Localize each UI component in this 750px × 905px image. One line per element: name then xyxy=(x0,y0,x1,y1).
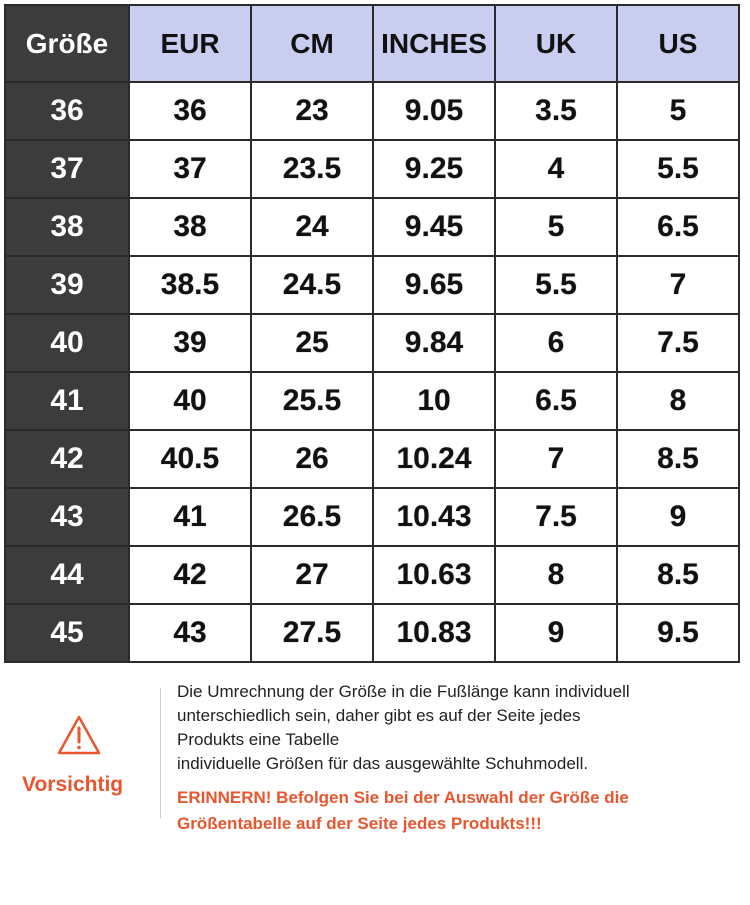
table-row xyxy=(5,372,739,430)
table-cell: 10.63 xyxy=(373,546,495,604)
table-row xyxy=(5,198,739,256)
table-cell: 40 xyxy=(129,372,251,430)
table-cell: 9.05 xyxy=(373,82,495,140)
table-cell: 24 xyxy=(251,198,373,256)
table-cell: 6 xyxy=(495,314,617,372)
table-cell: 3.5 xyxy=(495,82,617,140)
reminder-text xyxy=(177,785,742,837)
table-body xyxy=(5,82,739,662)
table-row xyxy=(5,430,739,488)
row-size-label: 36 xyxy=(5,82,129,140)
table-cell: 38.5 xyxy=(129,256,251,314)
row-size-label: 42 xyxy=(5,430,129,488)
table-cell: 10.24 xyxy=(373,430,495,488)
table-cell: 8 xyxy=(617,372,739,430)
notice-line: Produkts eine Tabelle xyxy=(177,730,340,749)
table-cell: 41 xyxy=(129,488,251,546)
table-cell: 4 xyxy=(495,140,617,198)
table-cell: 27.5 xyxy=(251,604,373,662)
table-row xyxy=(5,604,739,662)
row-size-label: 40 xyxy=(5,314,129,372)
header-cm: CM xyxy=(251,5,373,82)
table-cell: 10 xyxy=(373,372,495,430)
header-us: US xyxy=(617,5,739,82)
notice-line: Die Umrechnung der Größe in die Fußlänge kann individuell xyxy=(177,682,630,701)
table-cell: 40.5 xyxy=(129,430,251,488)
reminder-line: Größentabelle auf der Seite jedes Produkts!!! xyxy=(177,814,542,833)
table-cell: 24.5 xyxy=(251,256,373,314)
row-size-label: 45 xyxy=(5,604,129,662)
table-cell: 43 xyxy=(129,604,251,662)
table-row xyxy=(5,314,739,372)
table-row xyxy=(5,546,739,604)
row-size-label: 39 xyxy=(5,256,129,314)
warning-label: Vorsichtig xyxy=(22,773,124,796)
table-cell: 39 xyxy=(129,314,251,372)
table-cell: 38 xyxy=(129,198,251,256)
divider xyxy=(160,688,161,818)
table-cell: 23 xyxy=(251,82,373,140)
table-cell: 9 xyxy=(617,488,739,546)
table-cell: 10.43 xyxy=(373,488,495,546)
table-row xyxy=(5,256,739,314)
reminder-line: ERINNERN! Befolgen Sie bei der Auswahl der Größe die xyxy=(177,788,629,807)
table-cell: 5 xyxy=(617,82,739,140)
table-cell: 7.5 xyxy=(495,488,617,546)
table-header-row xyxy=(5,5,739,82)
table-cell: 5 xyxy=(495,198,617,256)
table-cell: 26.5 xyxy=(251,488,373,546)
table-cell: 9.25 xyxy=(373,140,495,198)
table-cell: 8.5 xyxy=(617,546,739,604)
table-cell: 6.5 xyxy=(617,198,739,256)
warning-triangle-icon xyxy=(57,715,101,755)
row-size-label: 38 xyxy=(5,198,129,256)
table-cell: 9.84 xyxy=(373,314,495,372)
table-cell: 37 xyxy=(129,140,251,198)
table-cell: 25.5 xyxy=(251,372,373,430)
table-row xyxy=(5,82,739,140)
row-size-label: 44 xyxy=(5,546,129,604)
header-inches: INCHES xyxy=(373,5,495,82)
table-cell: 42 xyxy=(129,546,251,604)
row-size-label: 41 xyxy=(5,372,129,430)
row-size-label: 43 xyxy=(5,488,129,546)
table-cell: 5.5 xyxy=(617,140,739,198)
header-size: Größe xyxy=(5,5,129,82)
notice-text xyxy=(177,680,737,776)
table-cell: 36 xyxy=(129,82,251,140)
header-uk: UK xyxy=(495,5,617,82)
table-cell: 27 xyxy=(251,546,373,604)
table-cell: 9.45 xyxy=(373,198,495,256)
table-cell: 7 xyxy=(617,256,739,314)
table-cell: 9.65 xyxy=(373,256,495,314)
table-cell: 6.5 xyxy=(495,372,617,430)
table-cell: 10.83 xyxy=(373,604,495,662)
notice-line: individuelle Größen für das ausgewählte Schuhmodell. xyxy=(177,754,589,773)
table-cell: 7.5 xyxy=(617,314,739,372)
table-cell: 9 xyxy=(495,604,617,662)
header-eur: EUR xyxy=(129,5,251,82)
table-cell: 8 xyxy=(495,546,617,604)
table-cell: 9.5 xyxy=(617,604,739,662)
row-size-label: 37 xyxy=(5,140,129,198)
size-chart-table xyxy=(4,4,740,663)
table-cell: 23.5 xyxy=(251,140,373,198)
table-row xyxy=(5,140,739,198)
table-cell: 7 xyxy=(495,430,617,488)
table-cell: 26 xyxy=(251,430,373,488)
table-row xyxy=(5,488,739,546)
notice-line: unterschiedlich sein, daher gibt es auf der Seite jedes xyxy=(177,706,581,725)
table-cell: 5.5 xyxy=(495,256,617,314)
table-cell: 8.5 xyxy=(617,430,739,488)
table-cell: 25 xyxy=(251,314,373,372)
